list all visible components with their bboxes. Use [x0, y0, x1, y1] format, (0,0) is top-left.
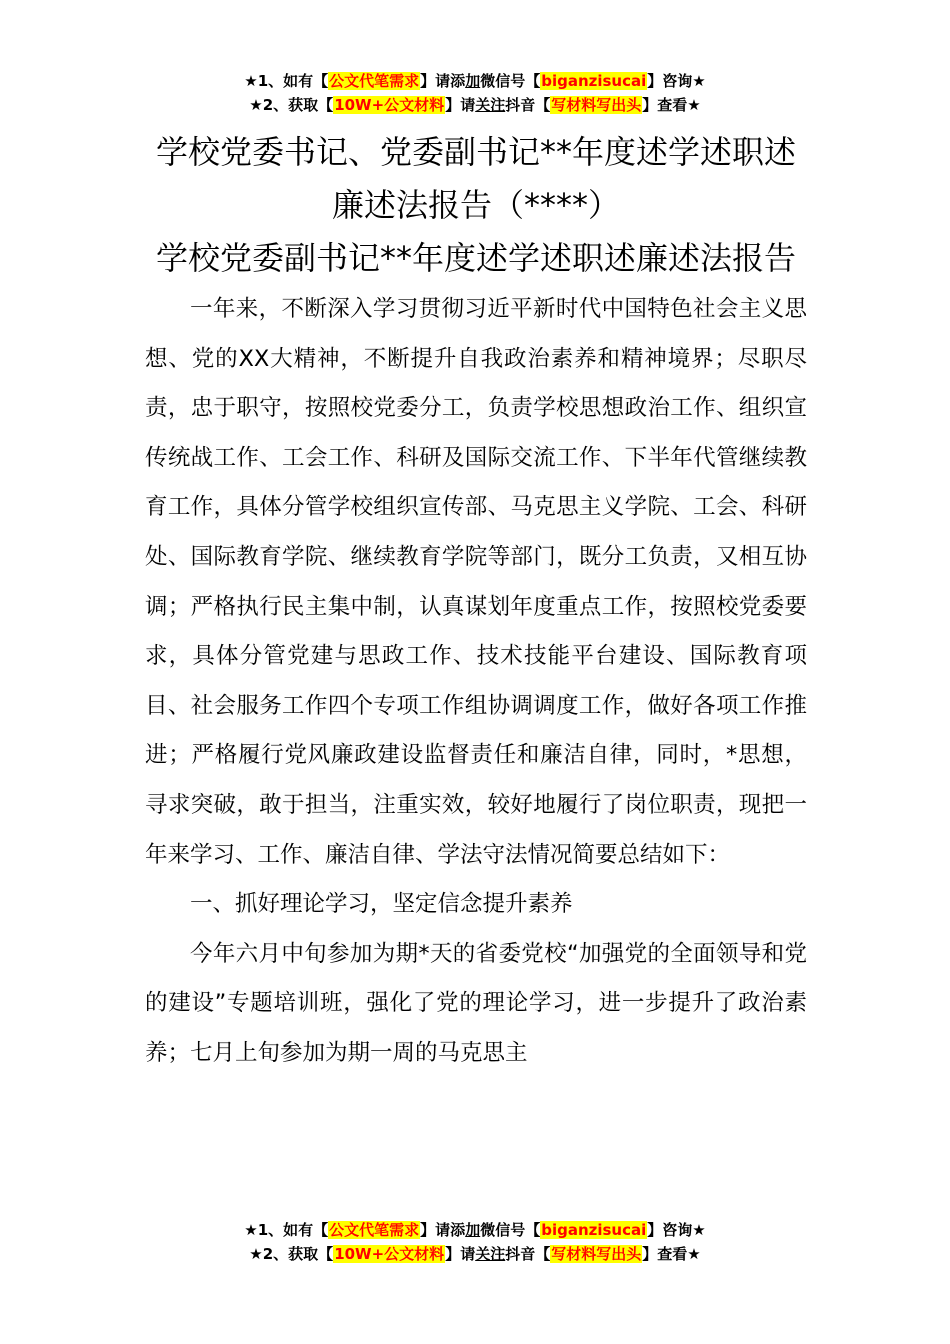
- promo-text: 微信号【: [480, 72, 541, 90]
- promo-text: 】查看★: [642, 1245, 701, 1263]
- promo-highlight: 公文代笔需求: [329, 72, 420, 90]
- promo-text: ★1、如有【: [244, 1221, 329, 1239]
- promo-highlight: biganzisucai: [541, 72, 647, 90]
- promo-highlight: 写材料写出头: [551, 1245, 642, 1263]
- promo-text: 微信号【: [480, 1221, 541, 1239]
- promo-text: 抖音【: [505, 96, 551, 114]
- promo-underline: 加: [465, 72, 481, 90]
- document-subtitle: 学校党委副书记**年度述学述职述廉述法报告: [155, 239, 796, 277]
- promo-line-1: [0, 1218, 950, 1242]
- paragraph-training: 今年六月中旬参加为期*天的省委党校“加强党的全面领导和党的建设”专题培训班，强化了党的理论学习，进一步提升了政治素养；七月上旬参加为期一周的马克思主: [145, 940, 807, 1066]
- promo-highlight: 10W+公文材料: [334, 96, 445, 114]
- promo-underline: 关注: [475, 96, 506, 114]
- promo-text: ★1、如有【: [244, 72, 329, 90]
- paragraph-intro: 一年来，不断深入学习贯彻习近平新时代中国特色社会主义思想、党的XX大精神，不断提升自我政治素养和精神境界；尽职尽责，忠于职守，按照校党委分工，负责学校思想政治工作、组织宣传统战工作、工会工作、科研及国际交流工作、下半年代管继续教育工作，具体分管学校组织宣传部、马克思主义学院、工会、科研处、国际教育学院、继续教育学院等部门，既分工负责，又相互协调；严格执行民主集中制，认真谋划年度重点工作，按照校党委要求，具体分管党建与思政工作、技术技能平台建设、国际教育项目、社会服务工作四个专项工作组协调调度工作，做好各项工作推进；严格履行党风廉政建设监督责任和廉洁自律，同时，*思想，寻求突破，敢于担当，注重实效，较好地履行了岗位职责，现把一年来学习、工作、廉洁自律、学法守法情况简要总结如下：: [145, 296, 807, 868]
- promo-text: 】咨询★: [647, 1221, 706, 1239]
- promo-text: 】咨询★: [647, 72, 706, 90]
- promo-highlight: 10W+公文材料: [334, 1245, 445, 1263]
- promo-text: 】请: [445, 1245, 476, 1263]
- promo-highlight: 公文代笔需求: [329, 1221, 420, 1239]
- promo-text: 】请添: [420, 1221, 466, 1239]
- promo-text: ★2、获取【: [249, 96, 334, 114]
- promo-text: 抖音【: [505, 1245, 551, 1263]
- promo-text: ★2、获取【: [249, 1245, 334, 1263]
- promo-text: 】请添: [420, 72, 466, 90]
- promo-text: 】请: [445, 96, 476, 114]
- document-body: [145, 126, 807, 1079]
- promo-text: 】查看★: [642, 96, 701, 114]
- promo-underline: 加: [465, 1221, 481, 1239]
- promo-banner-top: [0, 69, 950, 117]
- promo-line-2: [0, 93, 950, 117]
- document-title: 学校党委书记、党委副书记**年度述学述职述廉述法报告（****）: [155, 133, 796, 224]
- promo-underline: 关注: [475, 1245, 506, 1263]
- promo-line-2: [0, 1242, 950, 1266]
- section-heading: 一、抓好理论学习，坚定信念提升素养: [190, 891, 573, 918]
- promo-line-1: [0, 69, 950, 93]
- promo-banner-bottom: [0, 1218, 950, 1266]
- promo-highlight: 写材料写出头: [551, 96, 642, 114]
- promo-highlight: biganzisucai: [541, 1221, 647, 1239]
